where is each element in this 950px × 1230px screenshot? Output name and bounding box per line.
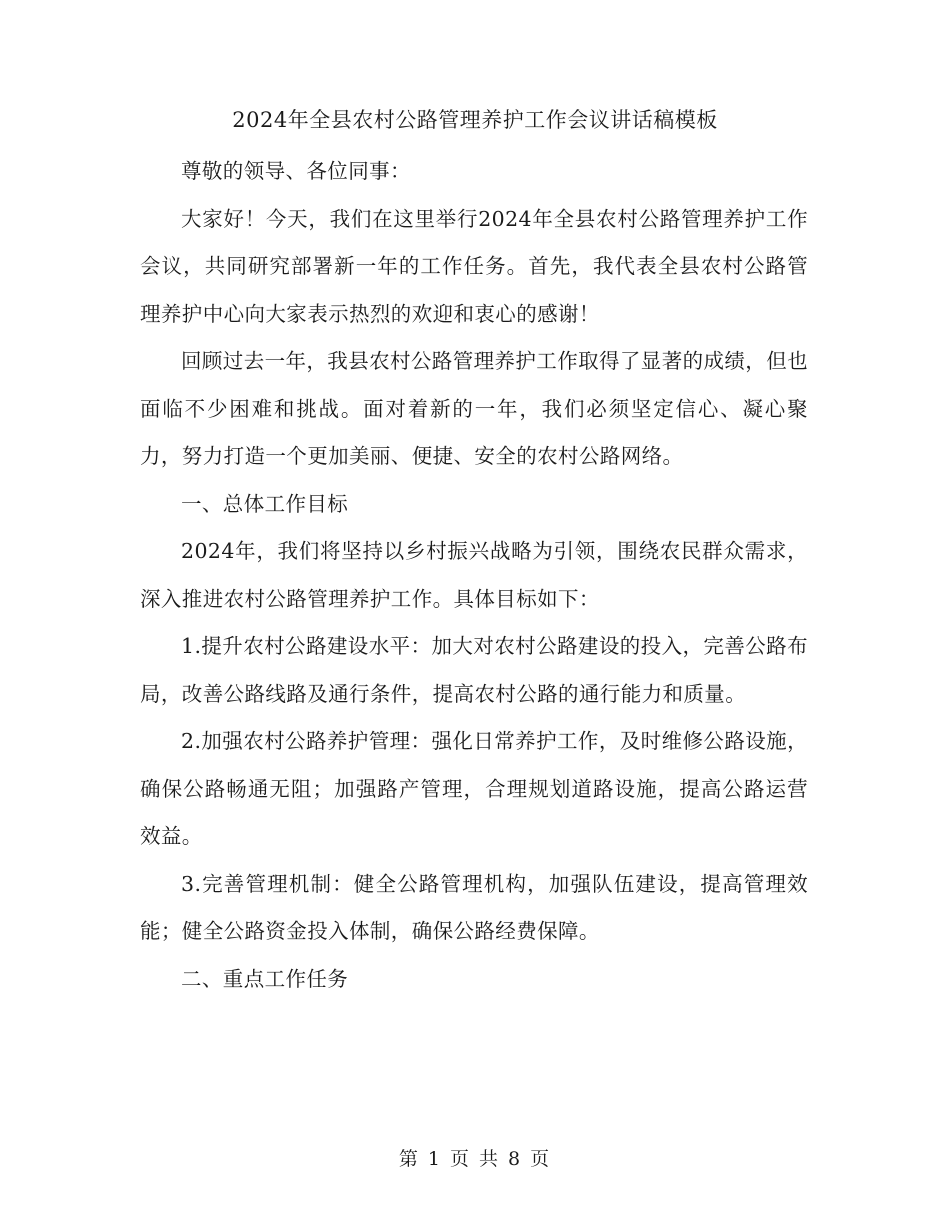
goal-item-3: 3.完善管理机制：健全公路管理机构，加强队伍建设，提高管理效能；健全公路资金投入体制，确保公路经费保障。: [140, 871, 808, 943]
goal-item-1: 1.提升农村公路建设水平：加大对农村公路建设的投入，完善公路布局，改善公路线路及通行条件，提高农村公路的通行能力和质量。: [140, 634, 808, 706]
section-heading-goals: 一、总体工作目标: [181, 491, 349, 516]
salutation-paragraph: 尊敬的领导、各位同事：: [181, 159, 411, 183]
review-paragraph: 回顾过去一年，我县农村公路管理养护工作取得了显著的成绩，但也面临不少困难和挑战。面对着新的一年，我们必须坚定信心、凝心聚力，努力打造一个更加美丽、便捷、安全的农村公路网络。: [140, 349, 808, 468]
document-body: [140, 148, 808, 1003]
page-number-footer: 第 1 页 共 8 页: [398, 1148, 552, 1170]
document-title: 2024年全县农村公路管理养护工作会议讲话稿模板: [232, 108, 718, 132]
section-heading-tasks: 二、重点工作任务: [181, 966, 349, 991]
greeting-paragraph: 大家好！今天，我们在这里举行2024年全县农村公路管理养护工作会议，共同研究部署新一年的工作任务。首先，我代表全县农村公路管理养护中心向大家表示热烈的欢迎和衷心的感谢！: [140, 206, 808, 326]
goal-item-2: 2.加强农村公路养护管理：强化日常养护工作，及时维修公路设施，确保公路畅通无阻；加强路产管理，合理规划道路设施，提高公路运营效益。: [140, 729, 808, 848]
goals-intro-paragraph: 2024年，我们将坚持以乡村振兴战略为引领，围绕农民群众需求，深入推进农村公路管理养护工作。具体目标如下：: [140, 539, 808, 611]
